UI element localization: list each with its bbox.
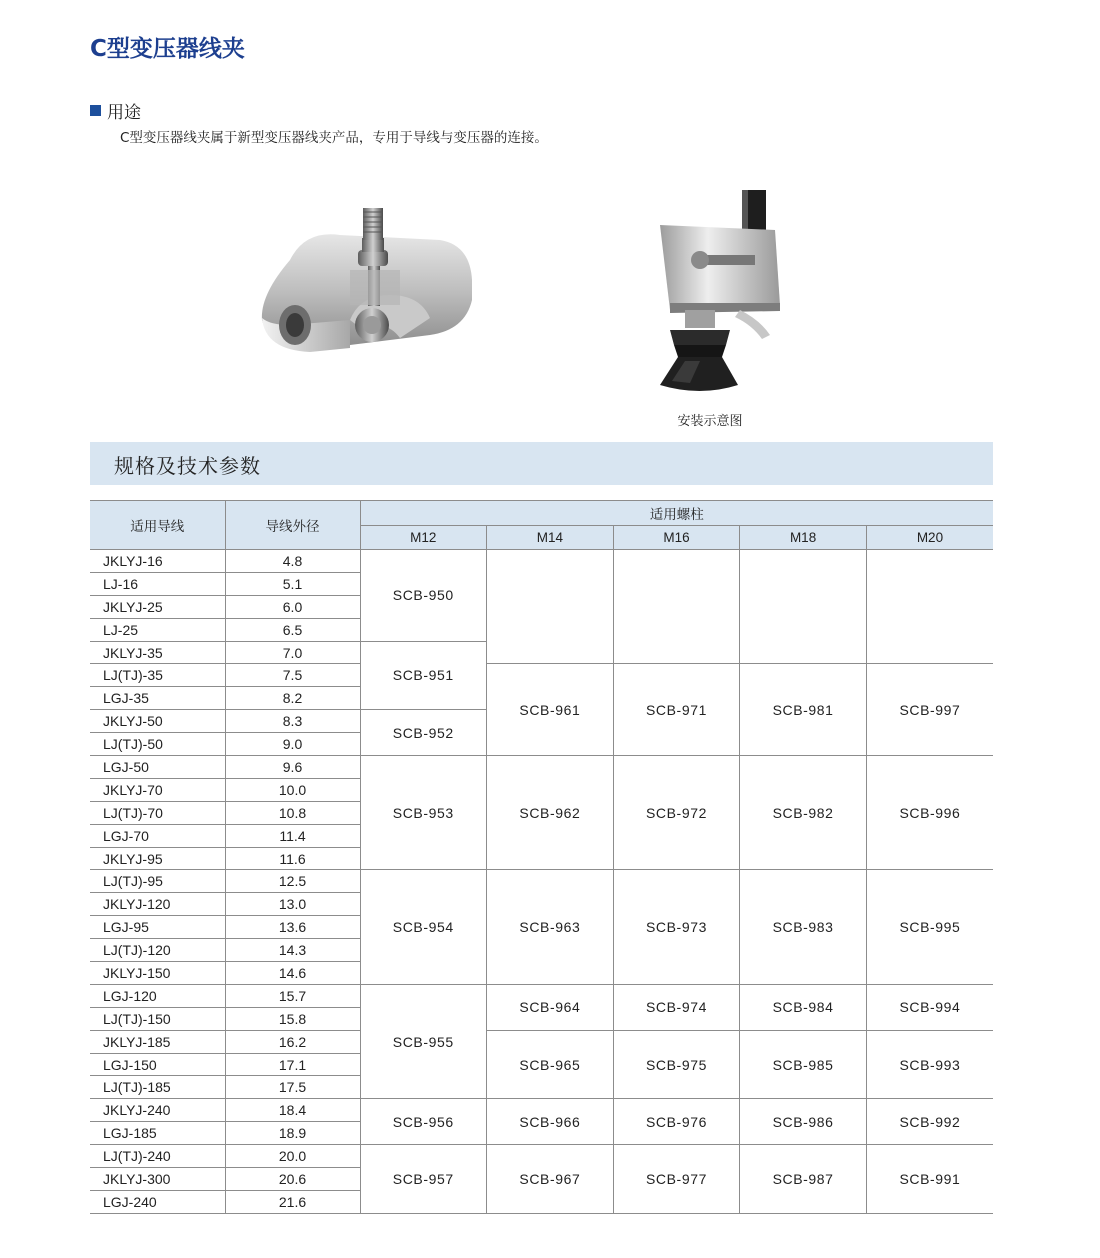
- spec-section-band: [90, 442, 993, 485]
- wire-diameter-cell: 13.0: [225, 893, 360, 916]
- model-cell-m20: SCB-994: [866, 984, 993, 1030]
- model-cell-m20: SCB-995: [866, 870, 993, 984]
- model-cell-m14: SCB-966: [487, 1099, 614, 1145]
- model-cell-m16: SCB-974: [613, 984, 740, 1030]
- wire-type-cell: LGJ-185: [90, 1122, 225, 1145]
- wire-diameter-cell: 7.5: [225, 664, 360, 687]
- table-row: [90, 664, 993, 687]
- wire-type-cell: JKLYJ-300: [90, 1168, 225, 1191]
- wire-diameter-cell: 8.3: [225, 710, 360, 733]
- wire-diameter-cell: 12.5: [225, 870, 360, 893]
- model-cell-m16: SCB-971: [613, 664, 740, 756]
- wire-diameter-cell: 15.7: [225, 984, 360, 1007]
- table-row: [90, 550, 993, 573]
- model-cell-m16: SCB-973: [613, 870, 740, 984]
- spec-section-title: 规格及技术参数: [114, 454, 261, 478]
- c-clamp-photo: [250, 200, 480, 370]
- square-bullet-icon: [90, 105, 101, 116]
- wire-type-cell: JKLYJ-35: [90, 641, 225, 664]
- wire-diameter-cell: 11.4: [225, 824, 360, 847]
- model-cell-m20: SCB-992: [866, 1099, 993, 1145]
- table-row: [90, 1099, 993, 1122]
- page-title: C型变压器线夹: [90, 36, 245, 62]
- model-cell-m16: [613, 550, 740, 664]
- model-cell-m12: SCB-952: [360, 710, 487, 756]
- model-cell-m18: SCB-981: [740, 664, 867, 756]
- header-bolt-m14: M14: [487, 525, 614, 550]
- model-cell-m20: [866, 550, 993, 664]
- wire-diameter-cell: 6.5: [225, 618, 360, 641]
- wire-type-cell: LJ(TJ)-95: [90, 870, 225, 893]
- model-cell-m18: [740, 550, 867, 664]
- wire-diameter-cell: 20.0: [225, 1145, 360, 1168]
- usage-heading: [90, 98, 141, 123]
- wire-type-cell: JKLYJ-50: [90, 710, 225, 733]
- model-cell-m12: SCB-953: [360, 756, 487, 870]
- wire-type-cell: LGJ-35: [90, 687, 225, 710]
- wire-type-cell: JKLYJ-25: [90, 595, 225, 618]
- table-row: [90, 984, 993, 1007]
- model-cell-m18: SCB-982: [740, 756, 867, 870]
- wire-diameter-cell: 14.6: [225, 962, 360, 985]
- wire-diameter-cell: 4.8: [225, 550, 360, 573]
- wire-type-cell: LJ(TJ)-50: [90, 733, 225, 756]
- model-cell-m16: SCB-976: [613, 1099, 740, 1145]
- wire-type-cell: LGJ-50: [90, 756, 225, 779]
- model-cell-m14: SCB-967: [487, 1145, 614, 1214]
- model-cell-m20: SCB-997: [866, 664, 993, 756]
- model-cell-m12: SCB-956: [360, 1099, 487, 1145]
- spec-table-body: [90, 550, 993, 1214]
- wire-diameter-cell: 16.2: [225, 1030, 360, 1053]
- wire-diameter-cell: 11.6: [225, 847, 360, 870]
- wire-diameter-cell: 18.9: [225, 1122, 360, 1145]
- wire-type-cell: JKLYJ-150: [90, 962, 225, 985]
- header-bolt-m20: M20: [866, 525, 993, 550]
- wire-type-cell: JKLYJ-70: [90, 778, 225, 801]
- table-row: [90, 756, 993, 779]
- table-row: [90, 1145, 993, 1168]
- model-cell-m12: SCB-957: [360, 1145, 487, 1214]
- header-diameter: 导线外径: [225, 501, 360, 550]
- usage-description: C型变压器线夹属于新型变压器线夹产品，专用于导线与变压器的连接。: [120, 130, 548, 146]
- wire-diameter-cell: 8.2: [225, 687, 360, 710]
- model-cell-m18: SCB-984: [740, 984, 867, 1030]
- wire-diameter-cell: 5.1: [225, 572, 360, 595]
- header-wire: 适用导线: [90, 501, 225, 550]
- model-cell-m14: SCB-962: [487, 756, 614, 870]
- wire-type-cell: LGJ-95: [90, 916, 225, 939]
- wire-type-cell: LJ(TJ)-185: [90, 1076, 225, 1099]
- wire-diameter-cell: 13.6: [225, 916, 360, 939]
- wire-type-cell: LJ(TJ)-150: [90, 1007, 225, 1030]
- model-cell-m12: SCB-954: [360, 870, 487, 984]
- table-row: [90, 1030, 993, 1053]
- wire-type-cell: LJ(TJ)-35: [90, 664, 225, 687]
- model-cell-m14: [487, 550, 614, 664]
- wire-type-cell: LJ(TJ)-70: [90, 801, 225, 824]
- wire-diameter-cell: 10.8: [225, 801, 360, 824]
- wire-type-cell: JKLYJ-185: [90, 1030, 225, 1053]
- model-cell-m14: SCB-961: [487, 664, 614, 756]
- header-bolt-m12: M12: [360, 525, 487, 550]
- wire-diameter-cell: 9.6: [225, 756, 360, 779]
- wire-diameter-cell: 17.5: [225, 1076, 360, 1099]
- model-cell-m12: SCB-951: [360, 641, 487, 710]
- wire-type-cell: LJ(TJ)-120: [90, 939, 225, 962]
- header-bolt-group: 适用螺柱: [360, 501, 993, 526]
- wire-type-cell: JKLYJ-240: [90, 1099, 225, 1122]
- wire-diameter-cell: 17.1: [225, 1053, 360, 1076]
- model-cell-m20: SCB-991: [866, 1145, 993, 1214]
- wire-diameter-cell: 6.0: [225, 595, 360, 618]
- model-cell-m16: SCB-972: [613, 756, 740, 870]
- model-cell-m18: SCB-983: [740, 870, 867, 984]
- wire-diameter-cell: 20.6: [225, 1168, 360, 1191]
- wire-type-cell: LGJ-240: [90, 1190, 225, 1213]
- model-cell-m12: SCB-955: [360, 984, 487, 1098]
- wire-diameter-cell: 7.0: [225, 641, 360, 664]
- wire-diameter-cell: 10.0: [225, 778, 360, 801]
- usage-heading-text: 用途: [107, 103, 141, 123]
- wire-diameter-cell: 14.3: [225, 939, 360, 962]
- model-cell-m20: SCB-993: [866, 1030, 993, 1099]
- wire-type-cell: LGJ-120: [90, 984, 225, 1007]
- model-cell-m18: SCB-986: [740, 1099, 867, 1145]
- model-cell-m12: SCB-950: [360, 550, 487, 642]
- wire-diameter-cell: 18.4: [225, 1099, 360, 1122]
- wire-type-cell: LJ-25: [90, 618, 225, 641]
- wire-type-cell: LJ(TJ)-240: [90, 1145, 225, 1168]
- wire-type-cell: LJ-16: [90, 572, 225, 595]
- model-cell-m18: SCB-987: [740, 1145, 867, 1214]
- install-caption: 安装示意图: [677, 414, 743, 429]
- wire-type-cell: JKLYJ-16: [90, 550, 225, 573]
- wire-diameter-cell: 21.6: [225, 1190, 360, 1213]
- wire-diameter-cell: 15.8: [225, 1007, 360, 1030]
- spec-table: [90, 500, 993, 1214]
- wire-type-cell: JKLYJ-95: [90, 847, 225, 870]
- model-cell-m20: SCB-996: [866, 756, 993, 870]
- wire-diameter-cell: 9.0: [225, 733, 360, 756]
- header-bolt-m16: M16: [613, 525, 740, 550]
- model-cell-m14: SCB-964: [487, 984, 614, 1030]
- model-cell-m16: SCB-977: [613, 1145, 740, 1214]
- wire-type-cell: LGJ-70: [90, 824, 225, 847]
- header-bolt-m18: M18: [740, 525, 867, 550]
- wire-type-cell: LGJ-150: [90, 1053, 225, 1076]
- model-cell-m18: SCB-985: [740, 1030, 867, 1099]
- table-row: [90, 870, 993, 893]
- model-cell-m16: SCB-975: [613, 1030, 740, 1099]
- wire-type-cell: JKLYJ-120: [90, 893, 225, 916]
- model-cell-m14: SCB-963: [487, 870, 614, 984]
- install-photo: [630, 185, 790, 400]
- model-cell-m14: SCB-965: [487, 1030, 614, 1099]
